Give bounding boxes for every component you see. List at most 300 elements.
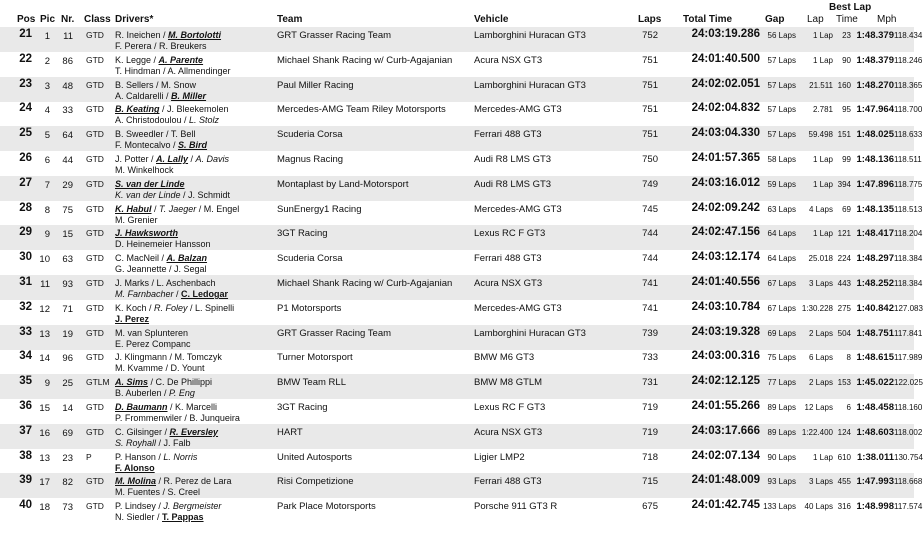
laps-behind-cell: 64 Laps	[767, 229, 796, 239]
team-cell: Montaplast by Land-Motorsport	[277, 178, 409, 190]
vehicle-cell: Audi R8 LMS GT3	[474, 154, 552, 165]
gap-cell: 1:22.400	[801, 427, 833, 437]
car-number-cell: 75	[62, 204, 73, 216]
vehicle-cell: Mercedes-AMG GT3	[474, 302, 562, 314]
table-row	[0, 349, 923, 374]
gap-cell: 4 Laps	[808, 204, 833, 214]
car-number-cell: 11	[63, 31, 73, 42]
drivers-line-1: S. van der Linde	[115, 178, 185, 189]
class-cell: GTD	[86, 426, 104, 437]
best-lap-time-cell: 1:47.964	[856, 104, 894, 116]
drivers-line-2: M. Kvamme / D. Yount	[115, 363, 205, 374]
drivers-line-2: E. Perez Companc	[115, 338, 191, 349]
laps-behind-cell: 59 Laps	[767, 179, 796, 189]
team-cell: Risi Competizione	[277, 476, 354, 488]
gap-cell: 2 Laps	[808, 328, 833, 338]
car-number-cell: 19	[62, 328, 73, 340]
best-lap-time-cell: 1:48.998	[856, 501, 894, 513]
class-position-cell: 6	[44, 155, 50, 166]
laps-cell: 744	[642, 253, 658, 265]
drivers-line-2: B. Auberlen / P. Eng	[115, 388, 195, 399]
position-cell: 21	[19, 28, 32, 40]
drivers-line-1: K. Koch / R. Foley / L. Spinelli	[115, 302, 235, 313]
drivers-line-1: K. Legge / A. Parente	[115, 54, 204, 65]
class-position-cell: 16	[39, 427, 50, 439]
team-cell: GRT Grasser Racing Team	[277, 327, 392, 339]
laps-cell: 751	[642, 104, 658, 116]
class-cell: GTD	[86, 154, 104, 164]
car-number-cell: 63	[62, 254, 73, 266]
class-cell: P	[86, 451, 92, 462]
team-cell: Turner Motorsport	[277, 352, 353, 364]
table-row	[0, 225, 923, 250]
best-lap-mph-cell: 118.700	[894, 105, 923, 115]
laps-behind-cell: 58 Laps	[767, 155, 796, 164]
best-lap-number-cell: 160	[837, 80, 851, 90]
drivers-line-2: D. Heinemeier Hansson	[115, 239, 211, 250]
drivers-line-1: J. Klingmann / M. Tomczyk	[115, 352, 222, 363]
gap-cell: 1:30.228	[801, 303, 833, 313]
table-row	[0, 250, 923, 275]
class-cell: GTD	[86, 501, 104, 512]
gap-cell: 40 Laps	[804, 502, 833, 512]
car-number-cell: 82	[62, 477, 73, 489]
laps-cell: 718	[642, 451, 658, 463]
best-lap-number-cell: 316	[837, 502, 851, 512]
best-lap-time-cell: 1:48.379	[856, 30, 894, 41]
drivers-line-2: M. Farnbacher / C. Ledogar	[115, 289, 229, 299]
laps-behind-cell: 63 Laps	[767, 204, 796, 214]
total-time-cell: 24:03:00.316	[691, 350, 760, 363]
best-lap-number-cell: 443	[837, 279, 851, 288]
drivers-line-2: N. Siedler / T. Pappas	[115, 512, 204, 523]
gap-cell: 21.511	[809, 80, 833, 90]
class-cell: GTD	[86, 278, 104, 288]
class-cell: GTD	[86, 352, 104, 363]
laps-cell: 752	[642, 30, 658, 41]
team-cell: Michael Shank Racing w/ Curb-Agajanian	[277, 278, 453, 289]
total-time-cell: 24:02:04.832	[691, 102, 760, 115]
class-position-cell: 8	[44, 204, 50, 216]
position-cell: 27	[19, 176, 32, 189]
laps-cell: 733	[642, 352, 658, 364]
best-lap-number-cell: 124	[837, 427, 851, 437]
drivers-line-1: C. Gilsinger / R. Eversley	[115, 426, 219, 437]
best-lap-time-cell: 1:48.252	[856, 278, 894, 289]
drivers-line-1: P. Lindsey / J. Bergmeister	[115, 501, 222, 512]
drivers-line-2: J. Perez	[115, 313, 150, 324]
car-number-cell: 15	[62, 229, 73, 241]
team-cell: Magnus Racing	[277, 154, 344, 165]
class-position-cell: 13	[39, 452, 50, 464]
best-lap-mph-cell: 117.989	[894, 353, 923, 363]
best-lap-mph-cell: 117.574	[894, 502, 923, 512]
class-position-cell: 1	[44, 31, 50, 42]
position-cell: 30	[19, 251, 32, 264]
lap-header: Lap	[807, 14, 824, 25]
total-time-cell: 24:01:57.365	[691, 152, 760, 164]
best-lap-number-cell: 6	[846, 403, 851, 412]
best-lap-number-cell: 90	[842, 55, 851, 65]
drivers-line-1: M. van Splunteren	[115, 327, 189, 338]
table-row	[0, 101, 923, 126]
gap-cell: 3 Laps	[808, 279, 833, 288]
gap-cell: 1 Lap	[812, 55, 833, 65]
class-position-cell: 9	[44, 229, 50, 241]
laps-behind-cell: 57 Laps	[767, 105, 796, 115]
best-lap-time-cell: 1:48.025	[856, 129, 894, 141]
gap-cell: 1 Lap	[812, 229, 833, 239]
best-lap-header: Best Lap	[829, 2, 872, 13]
gap-cell: 1 Lap	[812, 179, 833, 189]
team-cell: Scuderia Corsa	[277, 253, 343, 265]
laps-behind-cell: 57 Laps	[767, 55, 796, 65]
class-position-cell: 9	[44, 378, 50, 390]
position-cell: 39	[19, 474, 32, 487]
best-lap-time-cell: 1:48.297	[856, 253, 894, 265]
position-cell: 40	[19, 499, 32, 512]
laps-behind-cell: 89 Laps	[767, 427, 796, 437]
class-position-cell: 18	[39, 502, 50, 514]
best-lap-mph-cell: 122.025	[894, 378, 923, 388]
class-cell: GTD	[86, 302, 104, 313]
team-cell: Michael Shank Racing w/ Curb-Agajanian	[277, 54, 453, 66]
car-number-cell: 73	[62, 502, 73, 514]
car-number-cell: 29	[62, 179, 73, 191]
table-row	[0, 126, 923, 151]
vehicle-cell: Acura NSX GT3	[474, 54, 543, 66]
total-time-cell: 24:03:19.286	[691, 28, 760, 40]
class-cell: GTD	[86, 54, 104, 65]
position-cell: 26	[19, 152, 32, 164]
table-row	[0, 473, 923, 498]
best-lap-mph-cell: 127.083	[894, 303, 923, 313]
position-cell: 33	[19, 325, 32, 338]
class-header: Class	[84, 14, 111, 25]
drivers-line-2: A. Christodoulou / L. Stolz	[115, 115, 220, 126]
best-lap-mph-cell: 118.365	[894, 80, 923, 90]
best-lap-mph-cell: 118.160	[894, 403, 923, 412]
best-lap-number-cell: 23	[842, 31, 851, 40]
car-number-cell: 96	[62, 353, 73, 365]
best-lap-time-cell: 1:48.270	[856, 79, 894, 91]
team-cell: SunEnergy1 Racing	[277, 203, 362, 215]
team-cell: P1 Motorsports	[277, 302, 342, 314]
best-lap-number-cell: 99	[842, 155, 851, 164]
class-position-cell: 4	[44, 105, 50, 117]
vehicle-cell: Mercedes-AMG GT3	[474, 104, 562, 116]
laps-cell: 751	[642, 79, 658, 91]
team-cell: Paul Miller Racing	[277, 79, 354, 91]
total-time-cell: 24:02:12.125	[691, 375, 760, 388]
laps-behind-cell: 133 Laps	[763, 502, 796, 512]
laps-cell: 739	[642, 327, 658, 339]
class-position-cell: 11	[40, 279, 50, 290]
best-lap-time-cell: 1:48.603	[856, 426, 894, 438]
drivers-line-1: P. Hanson / L. Norris	[115, 451, 198, 462]
class-cell: GTLM	[86, 377, 110, 388]
total-time-cell: 24:01:42.745	[691, 499, 760, 512]
drivers-line-1: B. Sweedler / T. Bell	[115, 129, 196, 140]
drivers-line-2: P. Frommenwiler / B. Junqueira	[115, 413, 240, 423]
best-lap-mph-cell: 118.384	[894, 254, 923, 264]
laps-behind-cell: 75 Laps	[767, 353, 796, 363]
class-position-cell: 14	[39, 353, 50, 365]
car-number-cell: 44	[62, 155, 73, 166]
gap-header: Gap	[765, 14, 785, 25]
drivers-line-1: J. Hawksworth	[115, 228, 179, 239]
table-row	[0, 52, 923, 77]
drivers-line-1: A. Sims / C. De Phillippi	[115, 377, 213, 388]
laps-cell: 719	[642, 402, 658, 413]
best-lap-mph-cell: 118.513	[894, 204, 923, 214]
drivers-line-1: K. Habul / T. Jaeger / M. Engel	[115, 203, 240, 214]
total-time-cell: 24:01:55.266	[691, 400, 760, 412]
best-lap-number-cell: 153	[837, 378, 851, 388]
vehicle-cell: Lamborghini Huracan GT3	[474, 79, 586, 91]
position-cell: 34	[19, 350, 32, 363]
car-number-cell: 48	[62, 80, 73, 92]
drivers-line-1: J. Marks / L. Aschenbach	[115, 278, 216, 288]
pos-header: Pos	[17, 14, 36, 25]
best-lap-number-cell: 8	[846, 353, 851, 363]
car-number-cell: 25	[62, 378, 73, 390]
car-number-cell: 86	[62, 55, 73, 67]
car-number-cell: 23	[62, 452, 73, 464]
time-header: Time	[836, 14, 858, 25]
best-lap-number-cell: 275	[837, 303, 851, 313]
laps-cell: 675	[642, 501, 658, 513]
vehicle-cell: Lamborghini Huracan GT3	[474, 30, 586, 41]
laps-behind-cell: 57 Laps	[767, 130, 796, 140]
laps-behind-cell: 56 Laps	[767, 31, 796, 40]
table-row	[0, 300, 923, 325]
vehicle-cell: Ferrari 488 GT3	[474, 129, 542, 141]
best-lap-time-cell: 1:48.136	[856, 154, 894, 165]
class-position-cell: 2	[44, 55, 50, 67]
best-lap-mph-cell: 118.511	[894, 155, 922, 164]
class-cell: GTD	[86, 129, 104, 140]
team-header: Team	[277, 14, 303, 25]
vehicle-cell: Audi R8 LMS GT3	[474, 178, 552, 190]
total-time-cell: 24:02:02.051	[691, 77, 760, 90]
car-number-cell: 33	[62, 105, 73, 117]
class-position-cell: 5	[44, 130, 50, 142]
position-cell: 31	[19, 276, 32, 288]
class-position-cell: 12	[39, 303, 50, 315]
laps-cell: 750	[642, 154, 658, 165]
drivers-header: Drivers*	[115, 14, 154, 25]
team-cell: Mercedes-AMG Team Riley Motorsports	[277, 104, 446, 116]
team-cell: Scuderia Corsa	[277, 129, 343, 141]
best-lap-time-cell: 1:40.842	[856, 302, 894, 314]
best-lap-mph-cell: 130.754	[894, 452, 923, 462]
gap-cell: 59.498	[808, 130, 833, 140]
class-cell: GTD	[86, 476, 104, 487]
car-number-cell: 69	[62, 427, 73, 439]
drivers-line-2: M. Winkelhock	[115, 165, 174, 175]
total-time-cell: 24:01:48.009	[691, 474, 760, 487]
best-lap-mph-cell: 118.775	[894, 179, 923, 189]
drivers-line-2: F. Montecalvo / S. Bird	[115, 140, 208, 151]
pic-header: Pic	[40, 14, 56, 25]
table-row	[0, 325, 923, 350]
class-cell: GTD	[86, 327, 104, 338]
drivers-line-2: K. van der Linde / J. Schmidt	[115, 189, 231, 200]
best-lap-time-cell: 1:48.379	[856, 54, 894, 66]
vehicle-cell: Lexus RC F GT3	[474, 228, 546, 240]
drivers-line-1: R. Ineichen / M. Bortolotti	[115, 30, 222, 40]
drivers-line-2: F. Perera / R. Breukers	[115, 41, 207, 51]
best-lap-time-cell: 1:47.993	[856, 476, 894, 488]
total-time-cell: 24:03:19.328	[691, 325, 760, 338]
best-lap-mph-cell: 118.002	[894, 427, 923, 437]
car-number-cell: 71	[62, 303, 73, 315]
table-row	[0, 449, 923, 474]
best-lap-time-cell: 1:47.896	[856, 178, 894, 190]
drivers-line-1: J. Potter / A. Lally / A. Davis	[115, 154, 230, 164]
position-cell: 25	[19, 127, 32, 140]
vehicle-cell: BMW M6 GT3	[474, 352, 535, 364]
position-cell: 23	[19, 77, 32, 90]
total-time-cell: 24:03:12.174	[691, 251, 760, 264]
drivers-line-2: T. Hindman / A. Allmendinger	[115, 65, 231, 76]
laps-behind-cell: 67 Laps	[767, 303, 796, 313]
gap-cell: 1 Lap	[812, 452, 833, 462]
gap-cell: 25.018	[808, 254, 833, 264]
best-lap-time-cell: 1:38.011	[857, 451, 894, 463]
best-lap-mph-cell: 118.384	[894, 279, 923, 288]
position-cell: 35	[19, 375, 32, 388]
laps-cell: 741	[642, 278, 658, 289]
best-lap-mph-cell: 117.841	[894, 328, 923, 338]
drivers-line-2: G. Jeannette / J. Segal	[115, 264, 207, 275]
drivers-line-1: D. Baumann / K. Marcelli	[115, 402, 218, 412]
drivers-line-2: S. Royhall / J. Falb	[115, 437, 191, 448]
table-row	[0, 77, 923, 102]
position-cell: 36	[19, 400, 32, 412]
laps-cell: 731	[642, 377, 658, 389]
class-position-cell: 7	[44, 179, 50, 191]
gap-cell: 1 Lap	[812, 155, 833, 164]
position-cell: 28	[19, 201, 32, 214]
team-cell: GRT Grasser Racing Team	[277, 30, 392, 41]
gap-cell: 3 Laps	[808, 477, 833, 487]
team-cell: 3GT Racing	[277, 402, 328, 413]
vehicle-cell: Acura NSX GT3	[474, 278, 543, 289]
best-lap-mph-cell: 118.246	[894, 55, 923, 65]
team-cell: United Autosports	[277, 451, 352, 463]
vehicle-cell: Porsche 911 GT3 R	[474, 501, 558, 513]
class-position-cell: 10	[39, 254, 50, 266]
team-cell: 3GT Racing	[277, 228, 328, 240]
team-cell: BMW Team RLL	[277, 377, 346, 389]
position-cell: 32	[19, 300, 32, 313]
vehicle-cell: Lexus RC F GT3	[474, 402, 546, 413]
vehicle-cell: BMW M8 GTLM	[474, 377, 543, 389]
total-time-cell: 24:01:40.500	[691, 52, 760, 65]
laps-cell: 744	[642, 228, 658, 240]
class-cell: GTD	[86, 79, 104, 90]
drivers-line-2: M. Fuentes / S. Creel	[115, 487, 201, 498]
drivers-line-1: B. Keating / J. Bleekemolen	[115, 104, 229, 115]
laps-cell: 749	[642, 178, 658, 190]
class-cell: GTD	[86, 178, 104, 189]
drivers-line-1: M. Molina / R. Perez de Lara	[115, 476, 232, 487]
drivers-line-2: F. Alonso	[115, 462, 155, 473]
table-row	[0, 374, 923, 399]
best-lap-number-cell: 394	[837, 179, 851, 189]
position-cell: 29	[19, 226, 32, 239]
car-number-cell: 93	[62, 279, 73, 290]
position-cell: 38	[19, 449, 32, 462]
team-cell: HART	[277, 426, 303, 438]
car-number-cell: 64	[62, 130, 73, 142]
laps-behind-cell: 57 Laps	[767, 80, 796, 90]
class-position-cell: 3	[44, 80, 50, 92]
best-lap-number-cell: 455	[837, 477, 851, 487]
class-position-cell: 15	[39, 403, 50, 414]
nr-header: Nr.	[61, 14, 75, 25]
laps-cell: 751	[642, 129, 658, 141]
class-cell: GTD	[86, 228, 104, 239]
class-cell: GTD	[86, 402, 104, 412]
position-cell: 22	[19, 52, 32, 65]
best-lap-number-cell: 121	[837, 229, 851, 239]
vehicle-cell: Ferrari 488 GT3	[474, 253, 542, 265]
table-row	[0, 275, 923, 300]
vehicle-cell: Lamborghini Huracan GT3	[474, 327, 586, 339]
laps-cell: 715	[642, 476, 658, 488]
total-time-cell: 24:01:40.556	[691, 276, 760, 288]
best-lap-number-cell: 95	[842, 105, 851, 115]
best-lap-time-cell: 1:48.751	[856, 327, 894, 339]
drivers-line-2: A. Caldarelli / B. Miller	[115, 90, 207, 101]
best-lap-mph-cell: 118.204	[894, 229, 923, 239]
gap-cell: 2 Laps	[808, 378, 833, 388]
position-cell: 37	[19, 424, 32, 437]
laps-cell: 751	[642, 54, 658, 66]
best-lap-time-cell: 1:48.458	[856, 402, 894, 413]
table-row	[0, 201, 923, 226]
class-cell: GTD	[86, 104, 104, 115]
total-time-cell: 24:03:04.330	[691, 127, 760, 140]
vehicle-cell: Ligier LMP2	[474, 451, 525, 463]
vehicle-header: Vehicle	[474, 14, 509, 25]
drivers-line-1: C. MacNeil / A. Balzan	[115, 253, 208, 264]
column-header	[0, 0, 914, 26]
total-time-cell: 24:03:16.012	[691, 176, 760, 189]
total-time-cell: 24:02:47.156	[691, 226, 760, 239]
table-row	[0, 399, 923, 424]
table-row	[0, 151, 922, 176]
total-time-header: Total Time	[683, 14, 733, 25]
total-time-cell: 24:02:07.134	[691, 449, 760, 462]
gap-cell: 1 Lap	[812, 31, 833, 40]
class-cell: GTD	[86, 203, 104, 214]
class-cell: GTD	[86, 30, 104, 40]
vehicle-cell: Acura NSX GT3	[474, 426, 543, 438]
best-lap-number-cell: 504	[837, 328, 851, 338]
best-lap-number-cell: 610	[837, 452, 851, 462]
best-lap-mph-cell: 118.668	[894, 477, 923, 487]
gap-cell: 12 Laps	[804, 403, 833, 412]
drivers-line-1: B. Sellers / M. Snow	[115, 79, 197, 90]
best-lap-number-cell: 69	[842, 204, 851, 214]
position-cell: 24	[19, 102, 32, 115]
laps-behind-cell: 89 Laps	[767, 403, 796, 412]
laps-behind-cell: 67 Laps	[767, 279, 796, 288]
